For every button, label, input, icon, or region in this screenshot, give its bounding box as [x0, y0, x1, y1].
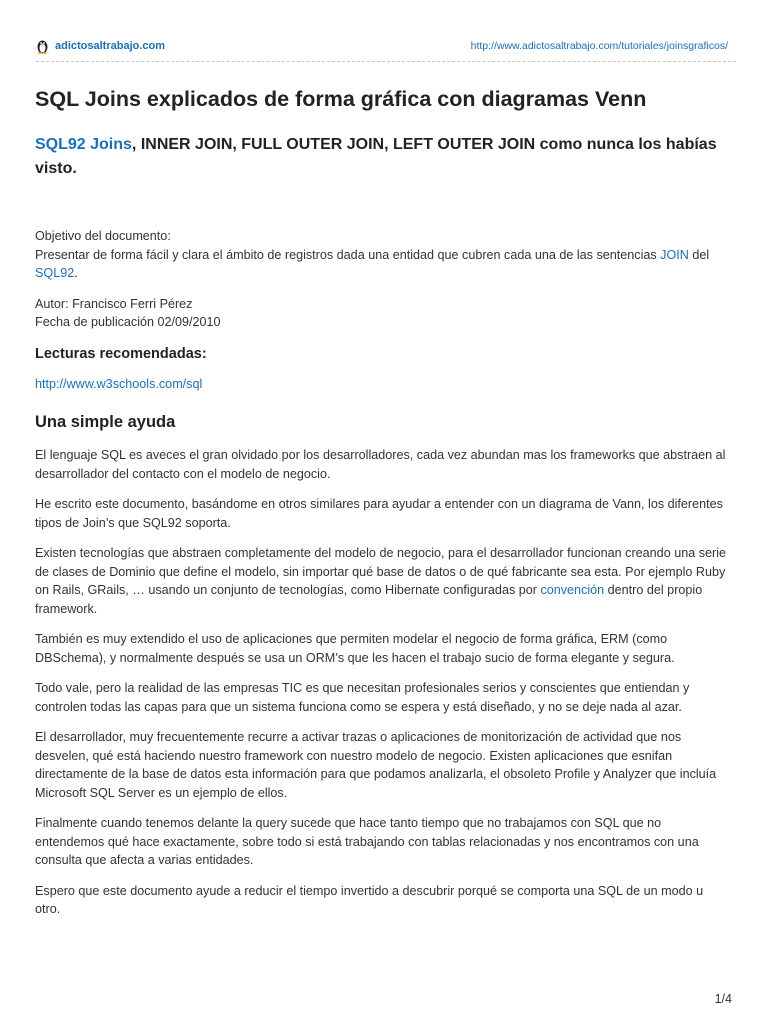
header-url-link[interactable]: http://www.adictosaltrabajo.com/tutoriales/joinsgraficos/ [470, 40, 728, 52]
objective-label: Objetivo del documento: [35, 229, 171, 243]
readings-paragraph [35, 375, 730, 394]
paragraph-5: Todo vale, pero la realidad de las empresas TIC es que necesitan profesionales serios y conscientes que entiendan y controlen todas las capas para que un sistema funciona como se espera y está diseñado, y no se deje nada al azar. [35, 681, 690, 714]
sql92-joins-link[interactable]: SQL92 Joins [35, 136, 132, 153]
section-heading: Una simple ayuda [35, 413, 176, 431]
join-link[interactable]: JOIN [660, 247, 689, 262]
meta-paragraph [35, 295, 730, 332]
objective-text: Presentar de forma fácil y clara el ámbito de registros dada una entidad que cubren cada una de las sentencias [35, 247, 661, 262]
document-body [35, 84, 730, 931]
paragraph-3-end: dentro del propio framework. [35, 583, 703, 616]
header-divider [36, 61, 736, 62]
paragraph-3 [35, 544, 730, 618]
paragraph-8: Espero que este documento ayude a reducir el tiempo invertido a descubrir porqué se comporta una SQL de un modo u otro. [35, 883, 704, 916]
page-number: 1/4 [714, 992, 732, 1006]
convencion-link[interactable]: convención [540, 583, 605, 597]
objective-paragraph [35, 227, 730, 283]
objective-text-end: . [74, 266, 78, 280]
page-title: SQL Joins explicados de forma gráfica con diagramas Venn [35, 87, 647, 111]
paragraph-4: También es muy extendido el uso de aplicaciones que permiten modelar el negocio de forma gráfica, ERM (como DBSchema), y normalmente después se usa un ORM’s que les hacen el trabajo sucio de forma elegante y segura. [35, 632, 675, 665]
site-name: adictosaltrabajo.com [55, 40, 166, 52]
w3schools-link[interactable]: http://www.w3schools.com/sql [35, 376, 203, 391]
paragraph-2: He escrito este documento, basándome en otros similares para ayudar a entender con un diagrama de Vann, los diferentes tipos de Join’s que SQL92 soporta. [35, 497, 723, 530]
readings-heading: Lecturas recomendadas: [35, 345, 207, 362]
subtitle-text: , INNER JOIN, FULL OUTER JOIN, LEFT OUTER JOIN como nunca los habías visto. [35, 136, 717, 177]
paragraph-7: Finalmente cuando tenemos delante la query sucede que hace tanto tiempo que no trabajamos con SQL que no entendemos qué hace exactamente, sobre todo si está trabajando con tablas relacionadas y nos encontramos con una consulta que afecta a varias entidades. [35, 816, 699, 867]
brand[interactable] [36, 38, 165, 54]
objective-text-mid: del [688, 247, 710, 262]
paragraph-3-text: Existen tecnologías que abstraen completamente del modelo de negocio, para el desarrollador funcionan creando una serie de clases de Dominio que define el modelo, sin importar qué base de datos o de qué fabricante sea esta. Por ejemplo Ruby on Rails, GRails, … usando un conjunto de tecnologías, como Hibernate configuradas por [35, 546, 727, 597]
subtitle [35, 133, 730, 181]
page-header [36, 36, 728, 56]
author: Autor: Francisco Ferri Pérez [35, 296, 193, 311]
sql92-link[interactable]: SQL92 [35, 266, 75, 280]
penguin-logo-icon [36, 38, 49, 54]
paragraph-1: El lenguaje SQL es aveces el gran olvidado por los desarrolladores, cada vez abundan mas los frameworks que abstraen al desarrollador del contacto con el modelo de negocio. [35, 448, 726, 481]
paragraph-6: El desarrollador, muy frecuentemente recurre a activar trazas o aplicaciones de monitorización de actividad que nos desvelen, qué está haciendo nuestro framework con nuestro modelo de negocio. Existen aplicaciones que esnifan directamente de la base de datos esta información para que podamos analizarla, el obsoleto Profile y Analyzer que incluía Microsoft SQL Server es un ejemplo de ellos. [35, 730, 717, 800]
publication-date: Fecha de publicación 02/09/2010 [35, 315, 221, 329]
